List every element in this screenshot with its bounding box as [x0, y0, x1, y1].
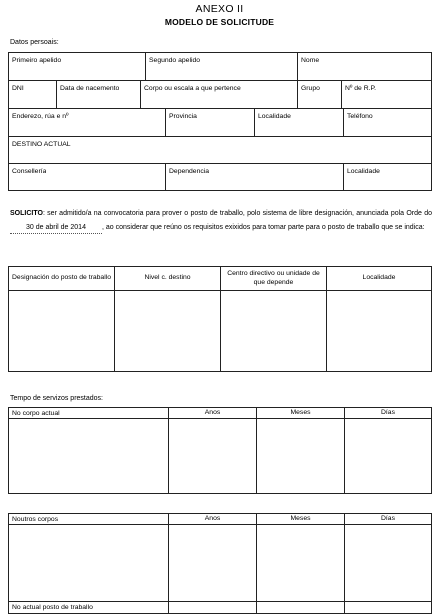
service2-col-days: Días — [381, 514, 395, 522]
field-dni[interactable]: DNI — [12, 85, 24, 92]
row-divider — [8, 136, 432, 137]
field-second-surname[interactable]: Segundo apelido — [149, 57, 201, 64]
field-phone[interactable]: Teléfono — [347, 113, 373, 120]
service2-col-label: Noutros corpos — [12, 516, 59, 523]
job-col-level: Nivel c. destino — [144, 274, 191, 282]
service2-cell-years[interactable] — [169, 525, 256, 601]
service2-col-years: Anos — [204, 514, 221, 522]
request-lead: SOLICITO — [10, 210, 43, 217]
row-divider — [8, 163, 432, 164]
service1-col-years: Anos — [204, 408, 221, 416]
service2-cell-desc[interactable] — [9, 525, 168, 601]
field-province[interactable]: Provincia — [169, 113, 197, 120]
job-col-locality: Localidade — [362, 274, 396, 282]
job-cell-post[interactable] — [9, 291, 114, 371]
field-department[interactable]: Consellería — [12, 168, 47, 175]
service1-col-months: Meses — [290, 408, 311, 416]
job-col-center: Centro directivo ou unidade de que depende — [227, 270, 320, 286]
service1-col-label: No corpo actual — [12, 410, 60, 417]
service2-cell-months[interactable] — [257, 525, 344, 601]
form-title: MODELO DE SOLICITUDE — [164, 17, 275, 27]
field-corps[interactable]: Corpo ou escala a que pertence — [144, 85, 241, 92]
service2-col-months: Meses — [290, 514, 311, 522]
row-divider — [8, 80, 432, 81]
service-time-label: Tempo de servizos prestados: — [10, 395, 103, 402]
field-destination-locality[interactable]: Localidade — [347, 168, 380, 175]
service1-cell-years[interactable] — [169, 419, 256, 493]
job-cell-level[interactable] — [115, 291, 220, 371]
service1-cell-desc[interactable] — [9, 419, 168, 493]
field-locality[interactable]: Localidade — [258, 113, 291, 120]
service2-cell-days[interactable] — [345, 525, 431, 601]
field-group[interactable]: Grupo — [301, 85, 320, 92]
annex-label: ANEXO II — [195, 3, 244, 15]
field-birth-date[interactable]: Data de nacemento — [60, 85, 120, 92]
service1-col-days: Días — [381, 408, 395, 416]
field-name[interactable]: Nome — [301, 57, 320, 64]
job-cell-center[interactable] — [221, 291, 326, 371]
job-col-post: Designación do posto de traballo — [12, 274, 111, 282]
request-text-1: : ser admitido/a na convocatoria para prover o posto de traballo, polo sistema de libre designación, anunciada pola Orde do — [42, 210, 432, 217]
field-address[interactable]: Enderezo, rúa e nº — [12, 113, 69, 120]
field-dependency[interactable]: Dependencia — [169, 168, 210, 175]
request-text-2: , ao considerar que reúno os requisitos exixidos para tomar parte para o posto de traballo que se indica: — [102, 223, 425, 231]
service1-cell-days[interactable] — [345, 419, 431, 493]
request-paragraph — [10, 207, 432, 234]
current-post-label: No actual posto de traballo — [12, 604, 93, 611]
current-destination-label: DESTINO ACTUAL — [12, 141, 71, 148]
job-cell-locality[interactable] — [327, 291, 431, 371]
service1-cell-months[interactable] — [257, 419, 344, 493]
field-first-surname[interactable]: Primeiro apelido — [12, 57, 62, 64]
personal-data-label: Datos persoais: — [10, 39, 59, 46]
order-date[interactable]: 30 de abril de 2014 — [10, 223, 102, 234]
row-divider — [8, 108, 432, 109]
field-rp-number[interactable]: Nº de R.P. — [345, 85, 377, 92]
